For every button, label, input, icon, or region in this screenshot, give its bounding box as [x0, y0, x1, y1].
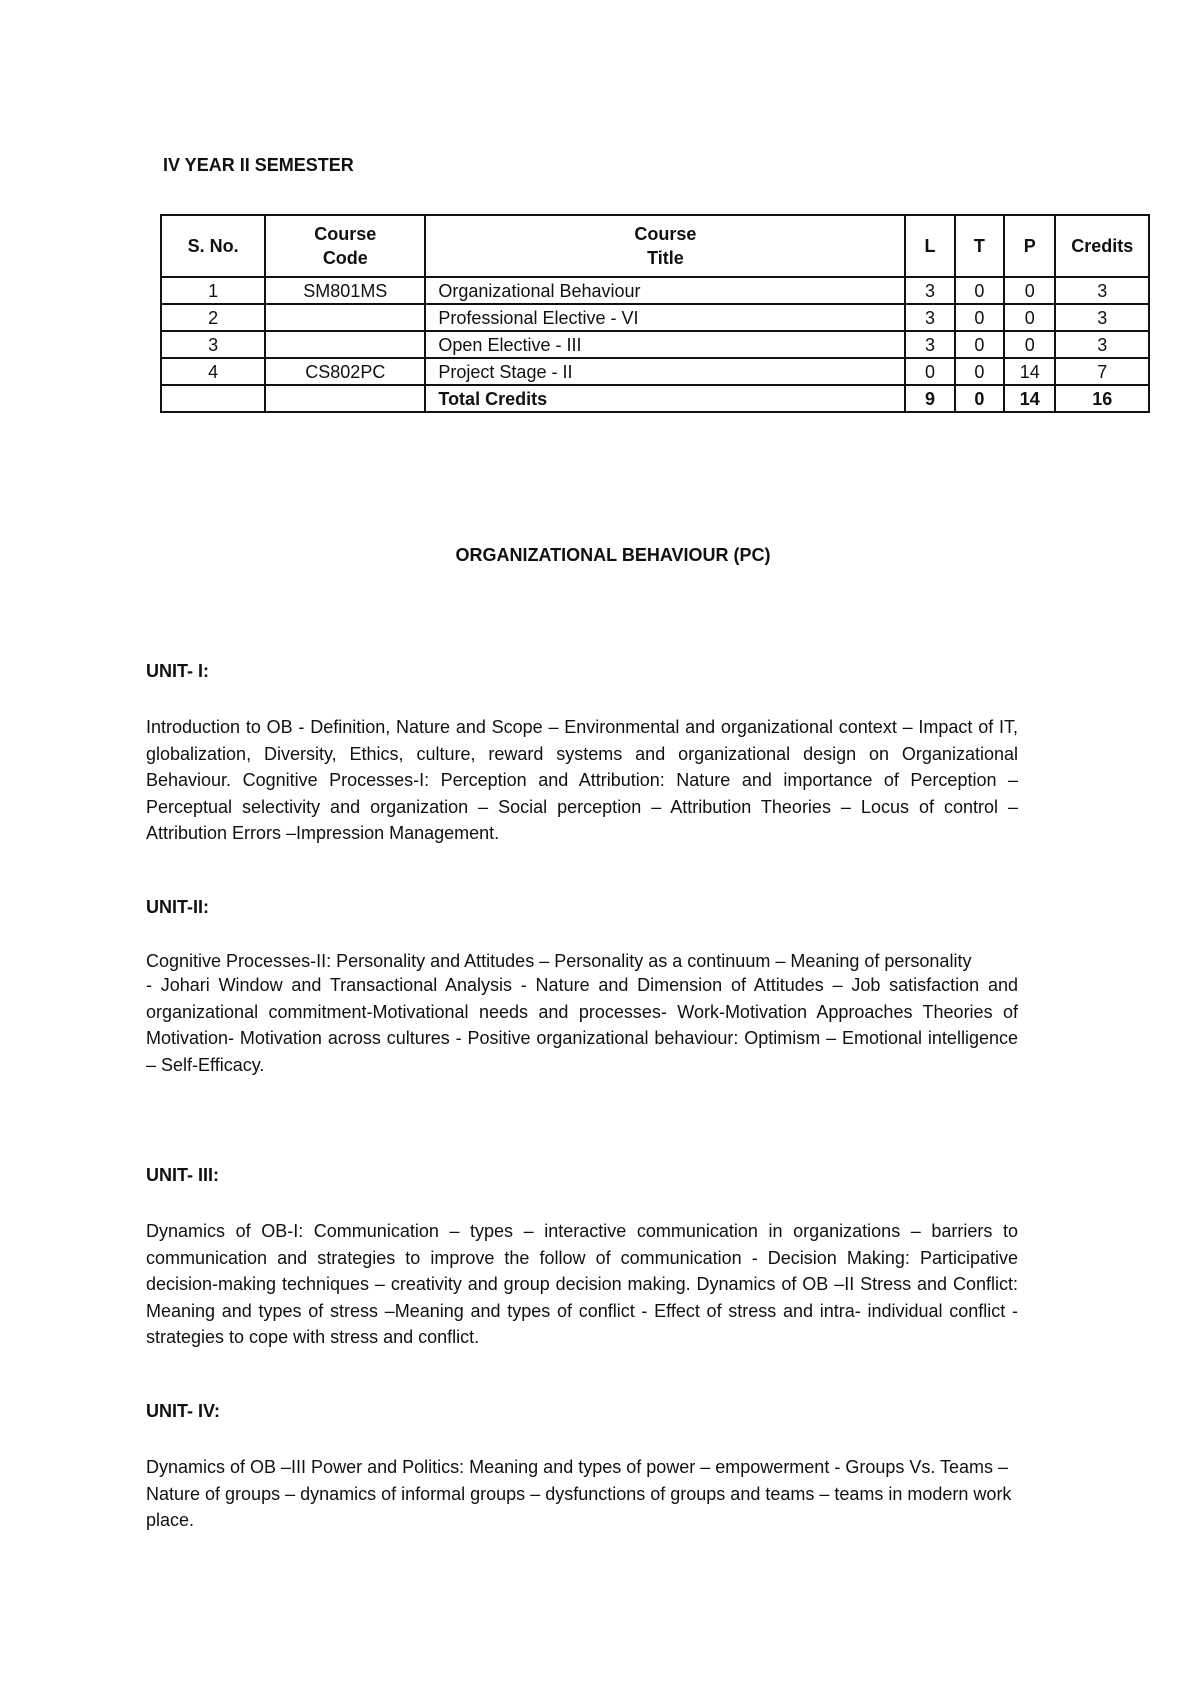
unit-1-paragraph: Introduction to OB - Definition, Nature and Scope – Environmental and organizational context – Impact of IT, globalization, Diversity, Ethics, culture, reward systems and organizational design on Organizational Behaviour. Cognitive Processes-I: Perception and Attribution: Nature and importance of Perception – Perceptual selectivity and organization – Social perception – Attribution Theories – Locus of control –Attribution Errors –Impression Management. [146, 717, 1018, 843]
unit-1-heading: UNIT- I: [146, 661, 209, 681]
cell-l: 3 [905, 277, 954, 304]
cell-t: 0 [955, 277, 1004, 304]
cell-title: Professional Elective - VI [425, 304, 905, 331]
header-course-code [265, 215, 425, 277]
cell-credits: 3 [1055, 277, 1149, 304]
header-course-title-line1: Course [634, 224, 697, 244]
cell-p: 0 [1004, 331, 1055, 358]
cell-code [265, 331, 425, 358]
cell-sno: 1 [161, 277, 265, 304]
total-l: 9 [905, 385, 954, 412]
header-p: P [1004, 215, 1055, 277]
cell-code: CS802PC [265, 358, 425, 385]
cell-l: 3 [905, 331, 954, 358]
cell-p: 14 [1004, 358, 1055, 385]
unit-3-paragraph: Dynamics of OB-I: Communication – types – interactive communication in organizations – barriers to communication and strategies to improve the follow of communication - Decision Making: Participative decision-making techniques – creativity and group decision making. Dynamics of OB –II Stress and Conflict: Meaning and types of stress –Meaning and types of conflict - Effect of stress and intra- individual conflict - strategies to cope with stress and conflict. [146, 1221, 1018, 1347]
unit-2-text [146, 950, 1058, 1078]
table-total-row [161, 385, 1149, 412]
total-credits: 16 [1055, 385, 1149, 412]
subject-title: ORGANIZATIONAL BEHAVIOUR (PC) [455, 545, 771, 565]
cell-credits: 3 [1055, 331, 1149, 358]
header-course-code-line2: Code [322, 248, 368, 268]
cell-t: 0 [955, 358, 1004, 385]
table-row [161, 331, 1149, 358]
cell-code [265, 304, 425, 331]
cell-p: 0 [1004, 277, 1055, 304]
unit-3-heading: UNIT- III: [146, 1165, 219, 1185]
cell-t: 0 [955, 331, 1004, 358]
header-course-title [425, 215, 905, 277]
unit-2-heading: UNIT-II: [146, 897, 209, 917]
cell-sno: 4 [161, 358, 265, 385]
cell-empty [265, 385, 425, 412]
cell-p: 0 [1004, 304, 1055, 331]
total-label: Total Credits [425, 385, 905, 412]
cell-sno: 2 [161, 304, 265, 331]
unit-3-text [146, 1218, 1018, 1351]
header-course-code-line1: Course [314, 224, 377, 244]
cell-credits: 3 [1055, 304, 1149, 331]
table-row [161, 277, 1149, 304]
semester-heading: IV YEAR II SEMESTER [163, 155, 354, 175]
header-sno: S. No. [161, 215, 265, 277]
header-credits: Credits [1055, 215, 1149, 277]
cell-title: Open Elective - III [425, 331, 905, 358]
header-t: T [955, 215, 1004, 277]
header-course-title-line2: Title [647, 248, 684, 268]
unit-2-paragraph-2: - Johari Window and Transactional Analysis - Nature and Dimension of Attitudes – Job satisfaction and organizational commitment-Motivational needs and processes- Work-Motivation Approaches Theories of Motivation- Motivation across cultures - Positive organizational behaviour: Optimism – Emotional intelligence – Self-Efficacy. [146, 975, 1018, 1075]
cell-credits: 7 [1055, 358, 1149, 385]
cell-empty [161, 385, 265, 412]
cell-l: 3 [905, 304, 954, 331]
course-table [160, 214, 1150, 413]
table-row [161, 304, 1149, 331]
cell-title: Project Stage - II [425, 358, 905, 385]
unit-1-text [146, 714, 1018, 847]
table-header-row [161, 215, 1149, 277]
unit-4-text [146, 1454, 1018, 1534]
cell-t: 0 [955, 304, 1004, 331]
cell-l: 0 [905, 358, 954, 385]
unit-4-paragraph: Dynamics of OB –III Power and Politics: Meaning and types of power – empowerment - Groups Vs. Teams – Nature of groups – dynamics of informal groups – dysfunctions of groups and teams – teams in modern work place. [146, 1457, 1012, 1530]
cell-sno: 3 [161, 331, 265, 358]
table-row [161, 358, 1149, 385]
total-t: 0 [955, 385, 1004, 412]
header-l: L [905, 215, 954, 277]
unit-4-heading: UNIT- IV: [146, 1401, 221, 1421]
cell-code: SM801MS [265, 277, 425, 304]
total-p: 14 [1004, 385, 1055, 412]
unit-2-paragraph-1: Cognitive Processes-II: Personality and Attitudes – Personality as a continuum – Meaning of personality [146, 951, 972, 971]
cell-title: Organizational Behaviour [425, 277, 905, 304]
